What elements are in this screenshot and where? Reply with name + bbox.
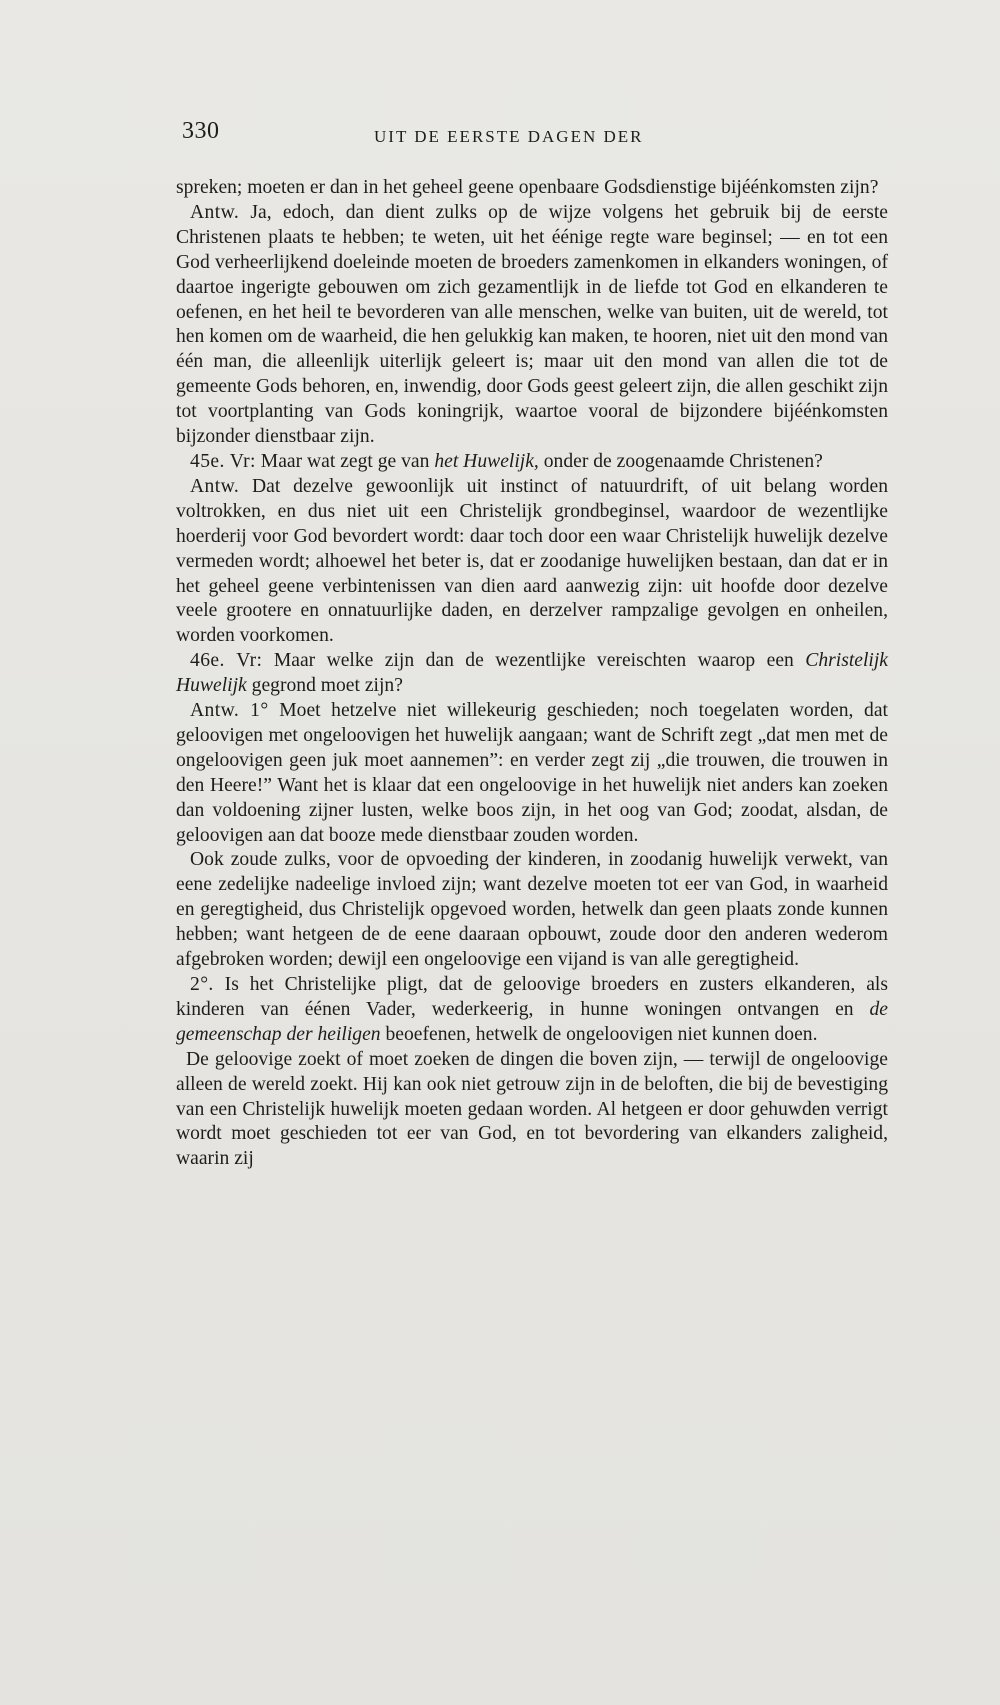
- question-text: Maar welke zijn dan de wezentlijke vereischten waarop een: [273, 650, 794, 672]
- answer-label: Antw.: [190, 201, 240, 223]
- answer-text: Ja, edoch, dan dient zulks op de wijze volgens het gebruik bij de eerste Christenen plaats te hebben; te weten, uit het éénige regte ware beginsel; — en tot een God verheerlijkend doeleinde moeten de broeders zamenkomen in elkanders woningen, of daartoe ingerigte gebouwen om zich gezamentlijk in de liefde tot God en elkanderen te oefenen, en het heil te bevorderen van alle menschen, welke van buiten, uit de wereld, tot hen komen om de waarheid, die hen gelukkig kan maken, te hooren, niet uit den mond van één man, die alleenlijk uiterlijk geleert is; maar uit den mond van allen die tot de gemeente Gods behoren, en, inwendig, door Gods geest geleert zijn, die allen geschikt zijn tot voortplanting van Gods koningrijk, waartoe vooral de bijzondere bijéénkomsten bijzonder dienstbaar zijn.: [176, 201, 888, 448]
- paragraph-continuation: [176, 176, 888, 201]
- question-text-end: gegrond moet zijn?: [251, 675, 403, 697]
- answer-label: Antw.: [190, 475, 240, 497]
- text-body: [176, 176, 888, 1172]
- question-46: [176, 649, 888, 699]
- point-label: 2°.: [190, 974, 214, 995]
- answer-text: Dat dezelve gewoonlijk uit instinct of natuurdrift, of uit belang worden voltrokken, en dus niet uit een Christelijk grondbeginsel, waardoor de wezentlijke hoerderij voor God bevordert wordt: daar toch door een waar Christelijk huwelijk dezelve vermeden wordt; alhoewel het beter is, dat er zoodanige huwelijken bestaan, dan dat er in het geheel geene verbintenissen van dien aard aanwezig zijn: uit hoofde door dezelve veele grootere en onnatuurlijke daden, en derzelver rampzalige gevolgen en onheilen, worden voorkomen.: [176, 475, 888, 647]
- paragraph-text: De geloovige zoekt of moet zoeken de dingen die boven zijn, — terwijl de ongeloovige alleen de wereld zoekt. Hij kan ook niet getrouw zijn in de beloften, die bij de bevestiging van een Christelijk huwelijk moeten gedaan worden. Al hetgeen er door gehuwden verrigt wordt moet geschieden tot eer van God, en tot bevordering van elkanders zaligheid, waarin zij: [176, 1048, 888, 1170]
- question-italic-term: het Huwelijk,: [434, 450, 539, 472]
- paragraph-ook: [176, 848, 888, 973]
- answer-45: [176, 475, 888, 649]
- question-45: [176, 450, 888, 475]
- paragraph-second-point: [176, 973, 888, 1048]
- question-label: 45e. Vr:: [190, 450, 256, 472]
- paragraph-text-end: beoefenen, hetwelk de ongeloovigen niet kunnen doen.: [385, 1023, 818, 1045]
- question-italic-term: Christelijk Huwelijk: [176, 650, 888, 697]
- page-number: 330: [182, 118, 220, 144]
- question-text-end: onder de zoogenaamde Christenen?: [543, 450, 823, 472]
- answer-text: Moet hetzelve niet willekeurig geschieden; noch toegelaten worden, dat geloovigen met ongeloovigen het huwelijk aangaan; want de Schrift zegt „dat men met de ongeloovigen geen juk moet aannemen”: en verder zegt zij „die trouwen, die trouwen in den Heere!” Want het is klaar dat een ongeloovige in het huwelijk niet anders kan zoeken dan voldoening zijner lusten, welke boos zijn, in het oog van God; zoodat, alsdan, de geloovigen aan dat booze mede dienstbaar zouden worden.: [176, 700, 888, 846]
- paragraph-italic-term: de gemeenschap der heiligen: [176, 998, 888, 1045]
- page-header: [182, 118, 692, 148]
- running-title: UIT DE EERSTE DAGEN DER: [374, 127, 644, 146]
- paragraph-last: [176, 1048, 888, 1173]
- answer-46: [176, 699, 888, 848]
- question-text: Maar wat zegt ge van: [260, 450, 430, 472]
- question-label: 46e. Vr:: [190, 650, 263, 672]
- answer-label: Antw. 1°: [190, 700, 269, 722]
- answer-paragraph: [176, 201, 888, 450]
- paragraph-text: Ook zoude zulks, voor de opvoeding der kinderen, in zoodanig huwelijk verwekt, van eene zedelijke nadeelige invloed zijn; want dezelve moeten tot eer van God, in waarheid en geregtigheid, dus Christelijk opgevoed worden, hetwelk dan geen plaats zonde kunnen hebben; want hetgeen de de eene daaraan opbouwt, zoude door den anderen wederom afgebroken worden; dewijl een ongeloovige een vijand is van alle geregtigheid.: [176, 849, 888, 971]
- paragraph-text: Is het Christelijke pligt, dat de geloovige broeders en zusters elkanderen, als kinderen van éénen Vader, wederkeerig, in hunne woningen ontvangen en: [176, 974, 888, 1020]
- paragraph-text: spreken; moeten er dan in het geheel geene openbaare Godsdienstige bijéénkomsten zijn?: [176, 177, 879, 198]
